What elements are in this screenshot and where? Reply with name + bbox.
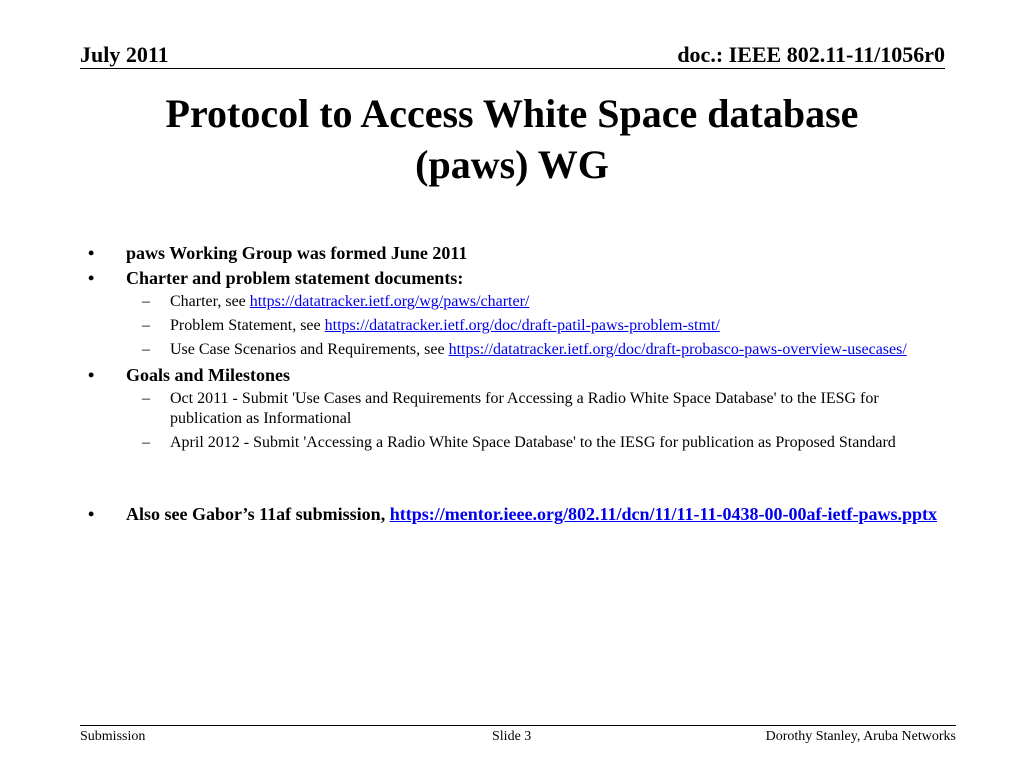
slide-content bbox=[88, 242, 948, 528]
bullet-marker: • bbox=[88, 268, 95, 288]
sub-bullet-charter bbox=[88, 292, 948, 312]
gabor-submission-link[interactable]: https://mentor.ieee.org/802.11/dcn/11/11-11-0438-00-00af-ietf-paws.pptx bbox=[389, 504, 938, 524]
header-doc-id: doc.: IEEE 802.11-11/1056r0 bbox=[677, 42, 945, 67]
footer-author: Dorothy Stanley, Aruba Networks bbox=[765, 729, 956, 744]
bullet-charter-docs bbox=[88, 267, 948, 289]
bullet-marker: • bbox=[88, 243, 95, 263]
sub-bullet-milestone-apr-2012 bbox=[88, 433, 948, 453]
bullet-goals-text: Goals and Milestones bbox=[126, 365, 291, 385]
slide-title bbox=[60, 88, 964, 190]
sub-bullet-charter-text: Charter, see bbox=[170, 293, 250, 310]
milestone-apr-2012-text: April 2012 - Submit 'Accessing a Radio White Space Database' to the IESG for publication as Proposed Standard bbox=[170, 434, 896, 451]
spacer bbox=[88, 457, 948, 503]
footer-submission: Submission bbox=[80, 729, 146, 744]
bullet-also-see bbox=[88, 503, 948, 525]
footer-divider bbox=[80, 725, 956, 726]
header-divider bbox=[80, 68, 945, 69]
bullet-charter-docs-text: Charter and problem statement documents: bbox=[126, 268, 464, 288]
dash-marker: – bbox=[142, 317, 150, 334]
footer-slide-number: Slide 3 bbox=[492, 729, 532, 744]
bullet-goals bbox=[88, 364, 948, 386]
charter-link[interactable]: https://datatracker.ietf.org/wg/paws/charter/ bbox=[249, 293, 530, 310]
slide-title-line2: (paws) WG bbox=[415, 142, 609, 187]
sub-bullet-use-cases-text: Use Case Scenarios and Requirements, see bbox=[170, 341, 449, 358]
dash-marker: – bbox=[142, 390, 150, 407]
header-date: July 2011 bbox=[80, 42, 169, 67]
sub-bullet-use-cases bbox=[88, 340, 948, 360]
sub-bullet-problem-statement bbox=[88, 316, 948, 336]
slide-title-line1: Protocol to Access White Space database bbox=[165, 91, 859, 136]
bullet-marker: • bbox=[88, 365, 95, 385]
sub-bullet-problem-statement-text: Problem Statement, see bbox=[170, 317, 325, 334]
bullet-formed-text: paws Working Group was formed June 2011 bbox=[126, 243, 468, 263]
sub-bullet-milestone-oct-2011 bbox=[88, 389, 948, 429]
dash-marker: – bbox=[142, 434, 150, 451]
bullet-also-see-text: Also see Gabor’s 11af submission, bbox=[126, 504, 390, 524]
use-cases-link[interactable]: https://datatracker.ietf.org/doc/draft-probasco-paws-overview-usecases/ bbox=[448, 341, 907, 358]
bullet-formed bbox=[88, 242, 948, 264]
milestone-oct-2011-text: Oct 2011 - Submit 'Use Cases and Requirements for Accessing a Radio White Space Database' to the IESG for publication as Informational bbox=[170, 390, 879, 427]
dash-marker: – bbox=[142, 341, 150, 358]
dash-marker: – bbox=[142, 293, 150, 310]
problem-statement-link[interactable]: https://datatracker.ietf.org/doc/draft-patil-paws-problem-stmt/ bbox=[324, 317, 720, 334]
bullet-marker: • bbox=[88, 504, 95, 524]
